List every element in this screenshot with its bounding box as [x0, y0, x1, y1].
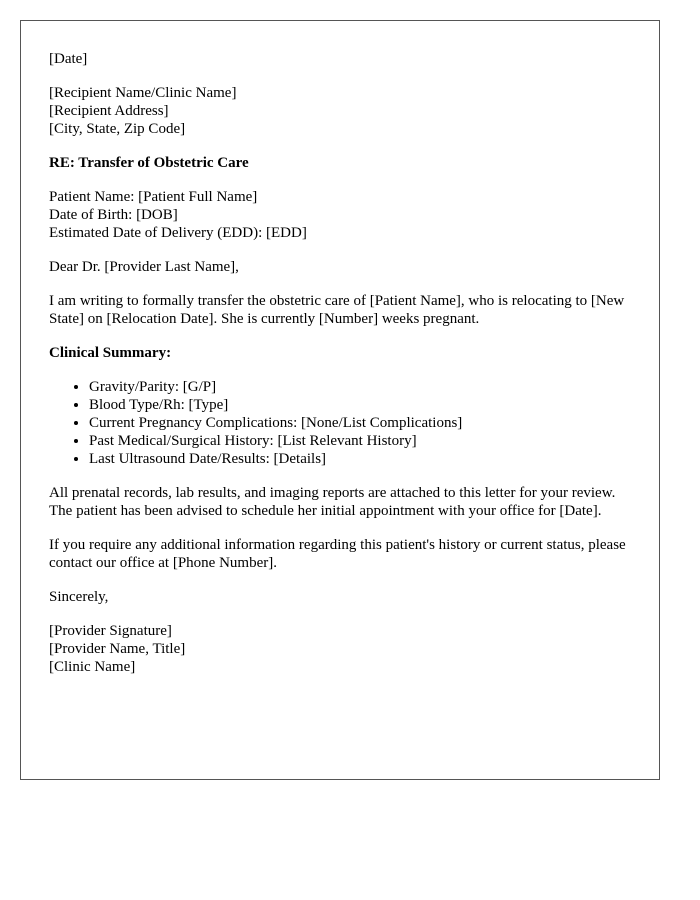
patient-edd-line: Estimated Date of Delivery (EDD): [EDD]	[49, 225, 307, 241]
closing-block	[49, 588, 631, 606]
clinical-summary-heading-block	[49, 344, 631, 362]
subject-line: RE: Transfer of Obstetric Care	[49, 155, 249, 171]
records-paragraph: All prenatal records, lab results, and imaging reports are attached to this letter for your review. The patient has been advised to schedule her initial appointment with your office for [Date].	[49, 485, 616, 519]
intro-paragraph: I am writing to formally transfer the obstetric care of [Patient Name], who is relocating to [New State] on [Relocation Date]. She is currently [Number] weeks pregnant.	[49, 293, 625, 327]
provider-name-title: [Provider Name, Title]	[49, 641, 186, 657]
clinic-name: [Clinic Name]	[49, 659, 136, 675]
contact-block	[49, 536, 631, 572]
list-item: • Last Ultrasound Date/Results: [Details]	[89, 450, 631, 468]
patient-name-line: Patient Name: [Patient Full Name]	[49, 189, 258, 205]
patient-info-block	[49, 188, 631, 242]
subject-block	[49, 154, 631, 172]
recipient-name: [Recipient Name/Clinic Name]	[49, 85, 237, 101]
recipient-block	[49, 84, 631, 138]
list-item: • Blood Type/Rh: [Type]	[89, 396, 631, 414]
intro-block	[49, 292, 631, 328]
records-block	[49, 484, 631, 520]
contact-paragraph: If you require any additional information regarding this patient's history or current status, please contact our office at [Phone Number].	[49, 537, 626, 571]
signature-block	[49, 622, 631, 676]
date-block	[49, 50, 631, 68]
recipient-city-state-zip: [City, State, Zip Code]	[49, 121, 186, 137]
patient-dob-line: Date of Birth: [DOB]	[49, 207, 178, 223]
clinical-summary-heading: Clinical Summary:	[49, 345, 172, 361]
salutation-block	[49, 258, 631, 276]
clinical-summary-list	[49, 378, 631, 468]
list-item: • Current Pregnancy Complications: [None/List Complications]	[89, 414, 631, 432]
list-item: • Gravity/Parity: [G/P]	[89, 378, 631, 396]
salutation: Dear Dr. [Provider Last Name],	[49, 259, 239, 275]
closing: Sincerely,	[49, 589, 109, 605]
letter-page	[20, 20, 660, 780]
recipient-address: [Recipient Address]	[49, 103, 169, 119]
letter-date: [Date]	[49, 51, 88, 67]
list-item: • Past Medical/Surgical History: [List Relevant History]	[89, 432, 631, 450]
provider-signature: [Provider Signature]	[49, 623, 172, 639]
